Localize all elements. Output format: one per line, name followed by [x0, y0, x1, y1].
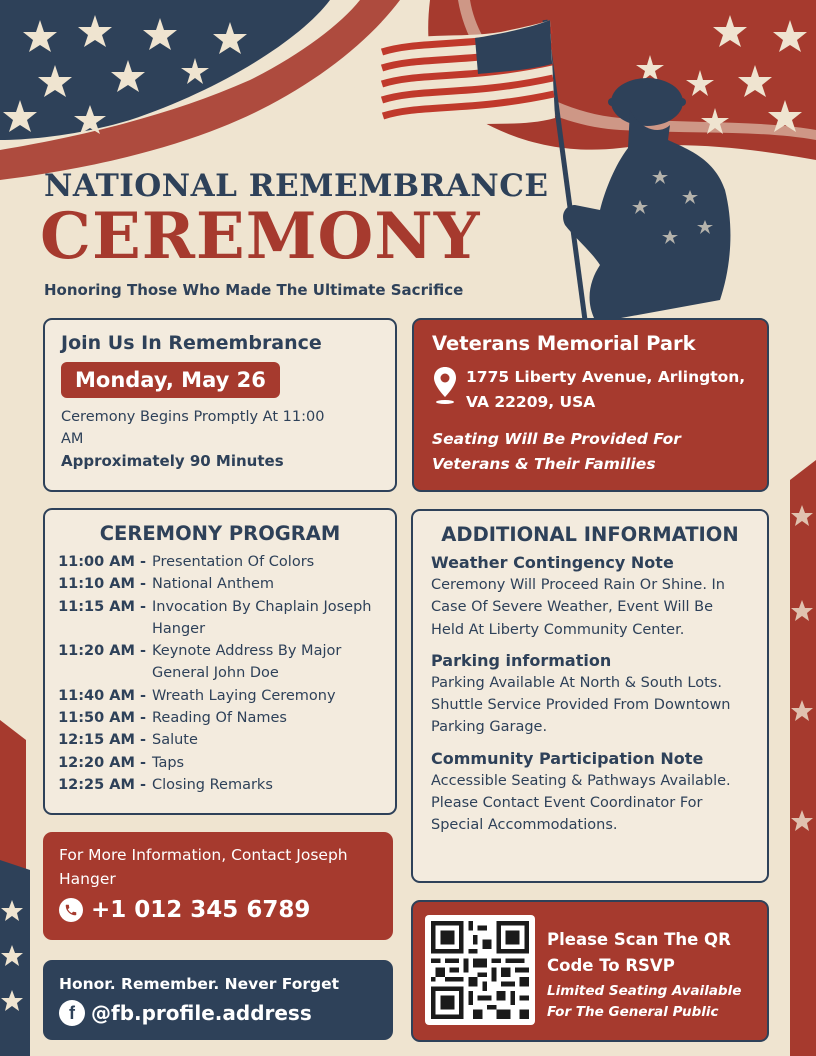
program-row	[55, 707, 385, 729]
rsvp-cta: Please Scan The QR Code To RSVP	[547, 930, 731, 975]
location-pin-icon	[432, 365, 458, 405]
program-time: 11:15 AM -	[58, 598, 146, 615]
program-row	[55, 729, 385, 751]
program-row	[55, 752, 385, 774]
weather-body: Ceremony Will Proceed Rain Or Shine. In Case Of Severe Weather, Event Will Be Held At Liberty Community Center.	[431, 577, 726, 638]
venue-address: 1775 Liberty Avenue, Arlington, VA 22209, USA	[466, 368, 746, 411]
community-title: Community Participation Note	[431, 748, 704, 768]
venue-name: Veterans Memorial Park	[432, 332, 696, 355]
program-event: Invocation By Chaplain Joseph Hanger	[152, 598, 372, 637]
headline-top: NATIONAL REMEMBRANCE	[44, 168, 549, 204]
facebook-handle[interactable]: @fb.profile.address	[91, 1001, 312, 1025]
program-event: Taps	[152, 754, 185, 771]
social-box	[43, 960, 393, 1040]
contact-label: For More Information, Contact Joseph Hanger	[59, 846, 348, 888]
program-row	[55, 640, 385, 685]
rsvp-limit-note: Limited Seating Available For The General Public	[547, 983, 742, 1020]
program-event: Reading Of Names	[152, 710, 287, 727]
program-row	[55, 551, 385, 573]
social-tagline: Honor. Remember. Never Forget	[59, 975, 340, 993]
program-time: 11:40 AM -	[58, 687, 146, 704]
qr-code-icon[interactable]	[425, 915, 535, 1025]
program-time: 12:15 AM -	[58, 732, 146, 749]
community-body: Accessible Seating & Pathways Available. Please Contact Event Coordinator For Special Accommodations.	[431, 772, 731, 834]
program-time: 12:20 AM -	[58, 754, 146, 771]
program-event: Closing Remarks	[152, 776, 273, 793]
program-row	[55, 774, 385, 796]
program-event: Presentation Of Colors	[152, 554, 315, 570]
additional-info-box	[411, 509, 769, 883]
program-time: 11:20 AM -	[58, 643, 146, 660]
rsvp-box	[411, 900, 769, 1042]
venue-box	[412, 318, 769, 492]
program-event: National Anthem	[152, 576, 275, 593]
program-time: 11:50 AM -	[58, 710, 146, 727]
facebook-icon: f	[59, 1000, 85, 1026]
program-row	[55, 573, 385, 595]
contact-box	[43, 832, 393, 940]
program-row	[55, 685, 385, 707]
program-time: 11:10 AM -	[58, 576, 146, 593]
weather-title: Weather Contingency Note	[431, 553, 674, 572]
parking-title: Parking information	[431, 650, 612, 670]
program-event: Keynote Address By Major General John Doe	[152, 643, 342, 682]
seating-note: Seating Will Be Provided For Veterans & Their Families	[432, 430, 681, 473]
headline-main: CEREMONY	[40, 199, 481, 274]
additional-title: ADDITIONAL INFORMATION	[441, 523, 739, 546]
join-box	[43, 318, 397, 492]
phone-number[interactable]: +1 012 345 6789	[91, 897, 311, 923]
start-time-text: Ceremony Begins Promptly At 11:00 AM	[61, 409, 325, 447]
program-title: CEREMONY PROGRAM	[99, 522, 341, 545]
join-title: Join Us In Remembrance	[61, 332, 322, 354]
program-time: 12:25 AM -	[58, 776, 146, 793]
program-event: Wreath Laying Ceremony	[152, 687, 336, 704]
event-date-badge: Monday, May 26	[61, 362, 280, 398]
phone-icon	[59, 898, 83, 922]
duration-text: Approximately 90 Minutes	[61, 452, 284, 470]
parking-body: Parking Available At North & South Lots. Shuttle Service Provided From Downtown Parking Garage.	[431, 674, 731, 736]
right-lower-stripe	[790, 460, 816, 1056]
headline-tagline: Honoring Those Who Made The Ultimate Sacrifice	[44, 281, 464, 299]
program-event: Salute	[152, 732, 198, 749]
program-box	[43, 508, 397, 815]
program-row	[55, 596, 385, 641]
program-time: 11:00 AM -	[58, 554, 146, 570]
